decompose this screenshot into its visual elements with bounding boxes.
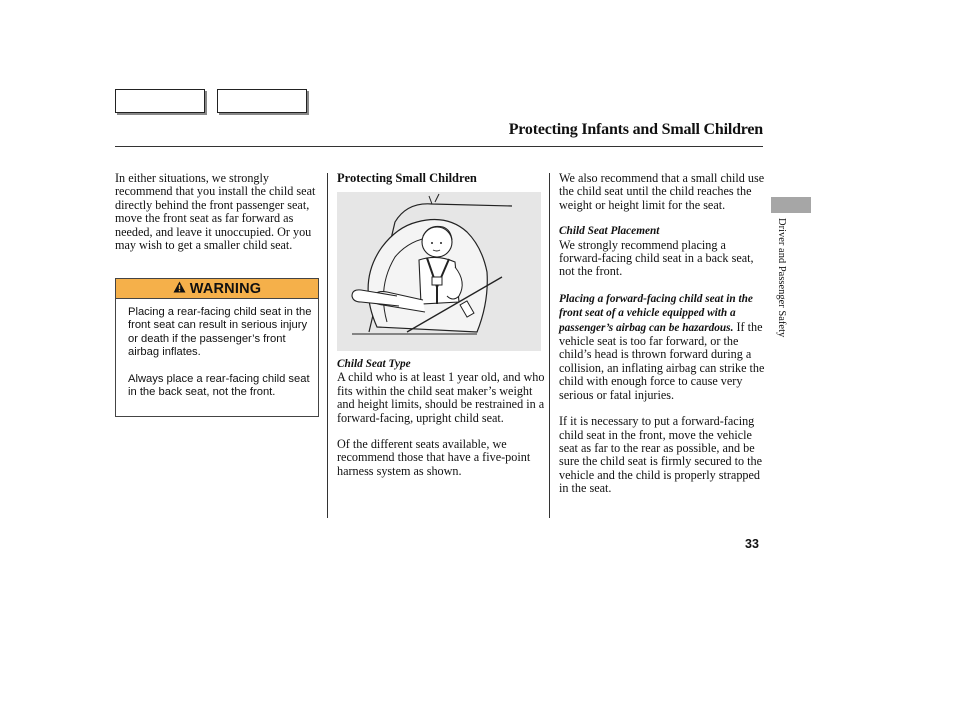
warning-paragraph-2: Always place a rear-facing child seat in the back seat, not the front. xyxy=(128,372,310,399)
column-1 xyxy=(115,172,321,252)
column-divider-2 xyxy=(549,173,550,518)
front-seat-paragraph: If it is necessary to put a forward-facing child seat in the front, move the vehicle seat as far to the rear as possible, and be sure the child seat is firmly secured to the vehicle and the child is properly strapped in the seat. xyxy=(559,414,763,496)
warning-triangle-icon xyxy=(173,281,186,297)
page-title: Protecting Infants and Small Children xyxy=(508,121,763,138)
hazard-lead: Placing a forward-facing child seat in the front seat of a vehicle equipped with a passenger’s airbag can be hazardous. xyxy=(559,292,753,334)
nav-button-index[interactable] xyxy=(217,89,307,113)
warning-label: WARNING xyxy=(189,280,262,297)
column-2 xyxy=(337,172,543,185)
section-heading: Protecting Small Children xyxy=(337,171,477,185)
warning-text xyxy=(128,306,314,412)
placement-paragraph: We strongly recommend placing a forward-facing child seat in a back seat, not the front. xyxy=(559,237,754,279)
warning-paragraph-1: Placing a rear-facing child seat in the front seat can result in serious injury or death if the passenger’s front airbag inflates. xyxy=(128,306,312,359)
child-seat-type-paragraph-1: A child who is at least 1 year old, and who fits within the child seat maker’s weight and height limits, should be restrained in a forward-facing, upright child seat. xyxy=(337,370,545,425)
title-divider xyxy=(115,146,763,147)
intro-paragraph: In either situations, we strongly recommend that you install the child seat directly behind the front passenger seat, move the front seat as far forward as needed, and leave it unoccupied. Or you may wish to get a smaller child seat. xyxy=(115,171,316,253)
child-in-seat-image xyxy=(337,192,541,351)
hazard-rest: If the vehicle seat is too far forward, or the child’s head is thrown forward during a collision, an inflating airbag can strike the child with enough force to cause very serious or fatal injuries. xyxy=(559,319,765,402)
recommend-paragraph: We also recommend that a small child use the child seat until the child reaches the weight or height limit for the seat. xyxy=(559,171,765,212)
column-divider-1 xyxy=(327,173,328,518)
child-seat-illustration xyxy=(337,192,541,351)
child-seat-type-paragraph-2: Of the different seats available, we recommend those that have a five-point harness system as shown. xyxy=(337,437,531,478)
hazard-paragraph xyxy=(559,292,765,402)
child-seat-type-section xyxy=(337,358,547,478)
warning-header xyxy=(116,279,318,299)
section-tab-marker xyxy=(771,197,811,213)
warning-box xyxy=(115,278,319,417)
child-seat-type-heading: Child Seat Type xyxy=(337,358,411,370)
column-3 xyxy=(559,172,765,496)
page-number: 33 xyxy=(745,537,759,551)
section-label: Driver and Passenger Safety xyxy=(776,218,787,338)
nav-button-contents[interactable] xyxy=(115,89,205,113)
child-seat-placement-heading: Child Seat Placement xyxy=(559,225,660,238)
